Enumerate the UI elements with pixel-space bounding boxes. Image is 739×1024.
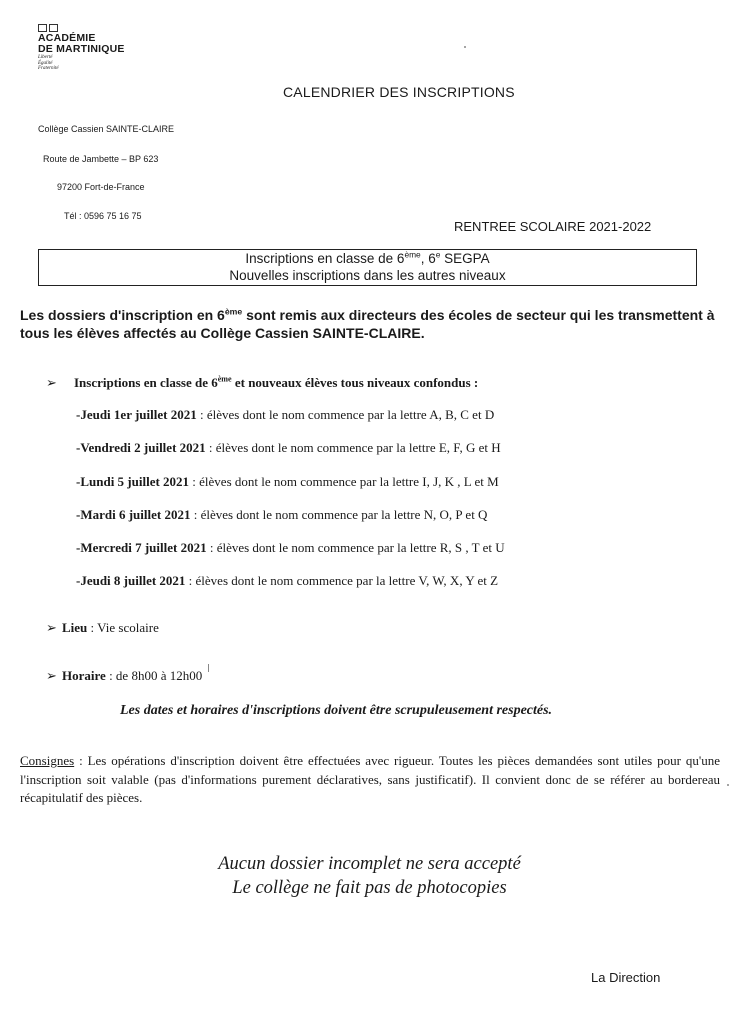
marianne-emblem-icon (38, 24, 125, 32)
school-phone: Tél : 0596 75 16 75 (64, 211, 142, 221)
academy-name-line2: DE MARTINIQUE (38, 43, 125, 55)
consignes-paragraph (20, 752, 720, 808)
schedule-header (46, 375, 478, 391)
day-date: -Lundi 5 juillet 2021 (76, 474, 190, 489)
schedule-header-sup: ème (217, 374, 232, 384)
horaire-line (46, 668, 202, 684)
day-text: : élèves dont le nom commence par la lettre A, B, C et D (196, 407, 495, 422)
warning-incomplete (0, 852, 739, 877)
arrow-bullet-icon: ➢ (46, 620, 57, 635)
warning-incomplete-text: Aucun dossier incomplet ne sera accepté (218, 854, 521, 874)
schedule-day-5 (76, 540, 505, 556)
box-line1-sup1: ème (404, 249, 421, 260)
intro-paragraph (20, 306, 720, 342)
academy-name-line1: ACADÉMIE (38, 32, 96, 44)
day-date: -Mardi 6 juillet 2021 (76, 507, 191, 522)
dates-note: Les dates et horaires d'inscriptions doivent être scrupuleusement respectés. (120, 703, 553, 718)
schedule-day-2 (76, 440, 501, 456)
warning-photocopies (0, 876, 739, 901)
lieu-line (46, 620, 159, 636)
page-title: CALENDRIER DES INSCRIPTIONS (283, 84, 515, 100)
intro-sup: ème (224, 306, 243, 317)
motto-liberte: Liberté (38, 55, 53, 60)
school-year: RENTREE SCOLAIRE 2021-2022 (454, 219, 652, 234)
intro-a: Les dossiers d'inscription en 6 (20, 307, 225, 323)
lieu-value: : Vie scolaire (87, 620, 159, 635)
box-line1 (39, 250, 696, 267)
motto-fraternite: Fraternité (38, 66, 59, 71)
schedule-day-1 (76, 407, 494, 423)
school-city: 97200 Fort-de-France (57, 182, 145, 192)
schedule-day-6 (76, 573, 498, 589)
arrow-bullet-icon: ➢ (46, 375, 57, 390)
day-date: -Jeudi 8 juillet 2021 (76, 573, 186, 588)
schedule-header-a: Inscriptions en classe de 6 (74, 375, 218, 390)
arrow-bullet-icon: ➢ (46, 668, 57, 683)
academy-logo (38, 24, 125, 72)
motto-egalite: Égalité (38, 60, 53, 66)
day-text: : élèves dont le nom commence par la lettre N, O, P et Q (190, 507, 488, 522)
intro-b: sont remis aux directeurs des écoles de secteur qui les transmettent à tous les élèves affectés au Collège Cassien SAINTE-CLAIRE. (20, 307, 715, 341)
school-street: Route de Jambette – BP 623 (43, 154, 159, 164)
day-date: -Mercredi 7 juillet 2021 (76, 540, 207, 555)
box-line1-sup2: e (435, 249, 441, 260)
day-text: : élèves dont le nom commence par la lettre V, W, X, Y et Z (185, 573, 499, 588)
box-line2: Nouvelles inscriptions dans les autres niveaux (229, 268, 506, 283)
signature: La Direction (591, 970, 661, 985)
schedule-day-3 (76, 474, 499, 490)
school-name: Collège Cassien SAINTE-CLAIRE (38, 124, 175, 134)
consignes-text: : Les opérations d'inscription doivent être effectuées avec rigueur. Toutes les pièces demandées sont utiles pour qu'une l'inscription soit valable (pas d'informations purement déclaratives, sans justificatif). Il convient donc de se référer au bordereau récapitulatif des pièces. (20, 753, 720, 805)
day-date: -Jeudi 1er juillet 2021 (76, 407, 197, 422)
horaire-label: Horaire (62, 668, 106, 683)
schedule-header-b: et nouveaux élèves tous niveaux confondus : (231, 375, 479, 390)
scan-speck (208, 664, 209, 672)
lieu-label: Lieu (62, 620, 88, 635)
box-line1-a: Inscriptions en classe de 6 (245, 251, 405, 266)
day-text: : élèves dont le nom commence par la lettre E, F, G et H (205, 440, 501, 455)
warning-photocopies-text: Le collège ne fait pas de photocopies (232, 878, 507, 898)
schedule-day-4 (76, 507, 487, 523)
horaire-value: : de 8h00 à 12h00 (105, 668, 203, 683)
scan-speck (464, 46, 466, 48)
scan-speck (727, 784, 729, 786)
day-text: : élèves dont le nom commence par la lettre R, S , T et U (206, 540, 505, 555)
box-line1-b: , 6 (420, 251, 436, 266)
day-text: : élèves dont le nom commence par la lettre I, J, K , L et M (189, 474, 499, 489)
day-date: -Vendredi 2 juillet 2021 (76, 440, 206, 455)
inscriptions-box (38, 249, 697, 286)
consignes-label: Consignes (20, 753, 75, 768)
box-line1-c: SEGPA (440, 251, 490, 266)
